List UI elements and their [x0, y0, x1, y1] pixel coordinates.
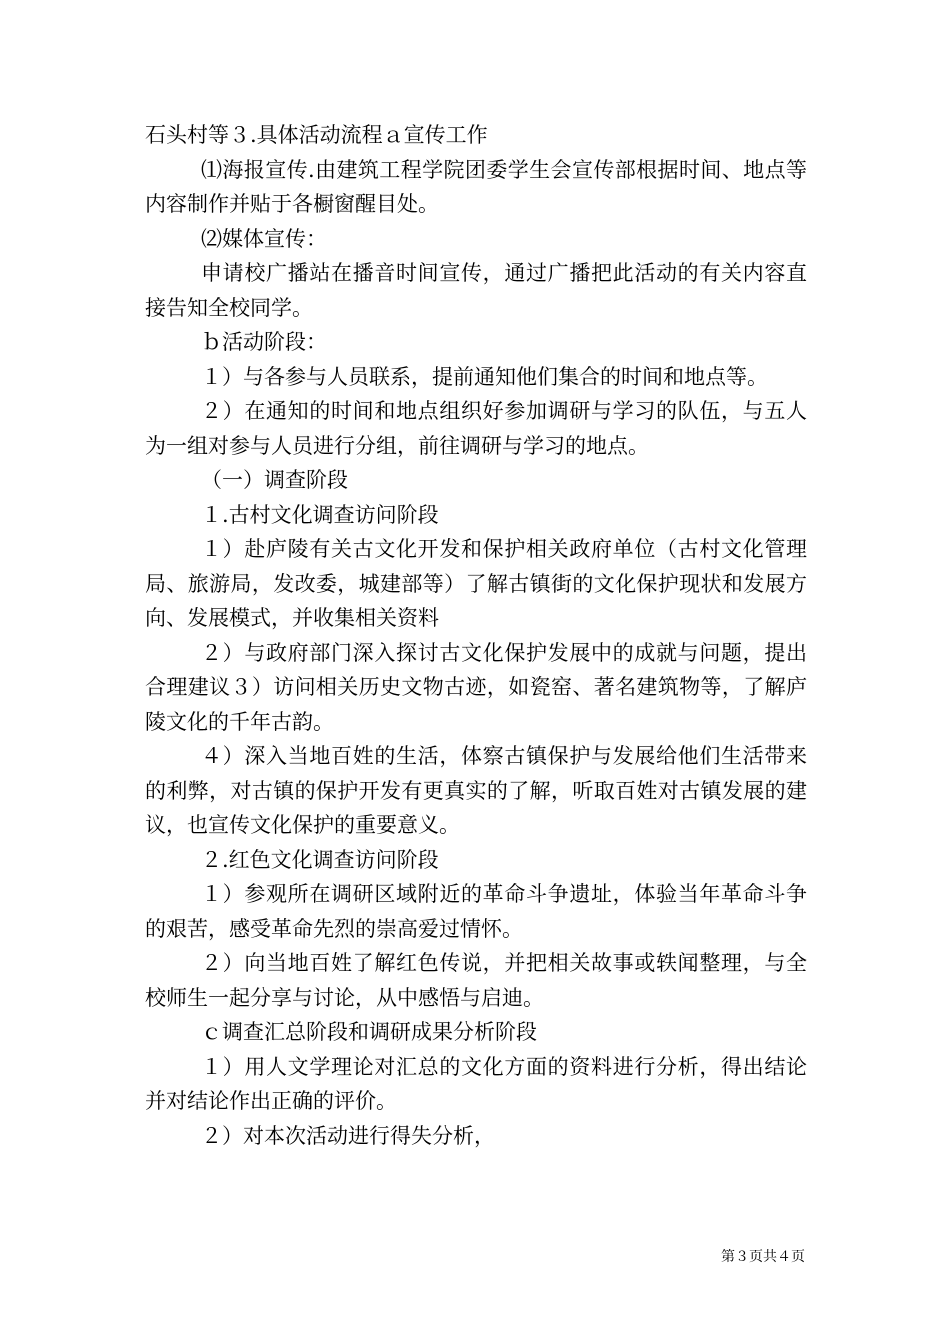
paragraph: 石头村等３.具体活动流程ａ宣传工作 [145, 123, 488, 147]
page-number: 第３页共４页 [721, 1249, 805, 1265]
paragraph: ２）在通知的时间和地点组织好参加调研与学习的队伍，与五人为一组对参与人员进行分组，前往调研与学习的地点。 [145, 399, 807, 458]
subsection-heading: １.古村文化调查访问阶段 [201, 502, 439, 527]
paragraph: １）用人文学理论对汇总的文化方面的资料进行分析，得出结论并对结论作出正确的评价。 [145, 1054, 807, 1113]
paragraph: 申请校广播站在播音时间宣传，通过广播把此活动的有关内容直接告知全校同学。 [145, 261, 807, 320]
section-heading: （一）调查阶段 [201, 468, 348, 492]
paragraph: ⑴海报宣传.由建筑工程学院团委学生会宣传部根据时间、地点等内容制作并贴于各橱窗醒目处。 [145, 157, 807, 216]
subsection-heading: ２.红色文化调查访问阶段 [201, 847, 439, 872]
paragraph: １）参观所在调研区域附近的革命斗争遗址，体验当年革命斗争的艰苦，感受革命先烈的崇高爱过情怀。 [145, 882, 807, 941]
paragraph: ２）与政府部门深入探讨古文化保护发展中的成就与问题，提出合理建议３）访问相关历史文物古迹，如瓷窑、著名建筑物等，了解庐陵文化的千年古韵。 [145, 640, 807, 734]
paragraph: ４）深入当地百姓的生活，体察古镇保护与发展给他们生活带来的利弊，对古镇的保护开发有更真实的了解，听取百姓对古镇发展的建议，也宣传文化保护的重要意义。 [145, 744, 807, 837]
document-body [145, 118, 807, 1153]
paragraph: １）赴庐陵有关古文化开发和保护相关政府单位（古村文化管理局、旅游局，发改委，城建部等）了解古镇街的文化保护现状和发展方向、发展模式，并收集相关资料 [145, 537, 807, 630]
paragraph: １）与各参与人员联系，提前通知他们集合的时间和地点等。 [201, 364, 768, 389]
paragraph: ｂ活动阶段： [201, 330, 327, 354]
paragraph: ｃ调查汇总阶段和调研成果分析阶段 [201, 1020, 537, 1044]
paragraph: ２）向当地百姓了解红色传说，并把相关故事或轶闻整理，与全校师生一起分享与讨论，从中感悟与启迪。 [145, 951, 807, 1010]
paragraph: ２）对本次活动进行得失分析， [201, 1123, 495, 1148]
paragraph: ⑵媒体宣传： [201, 226, 327, 251]
